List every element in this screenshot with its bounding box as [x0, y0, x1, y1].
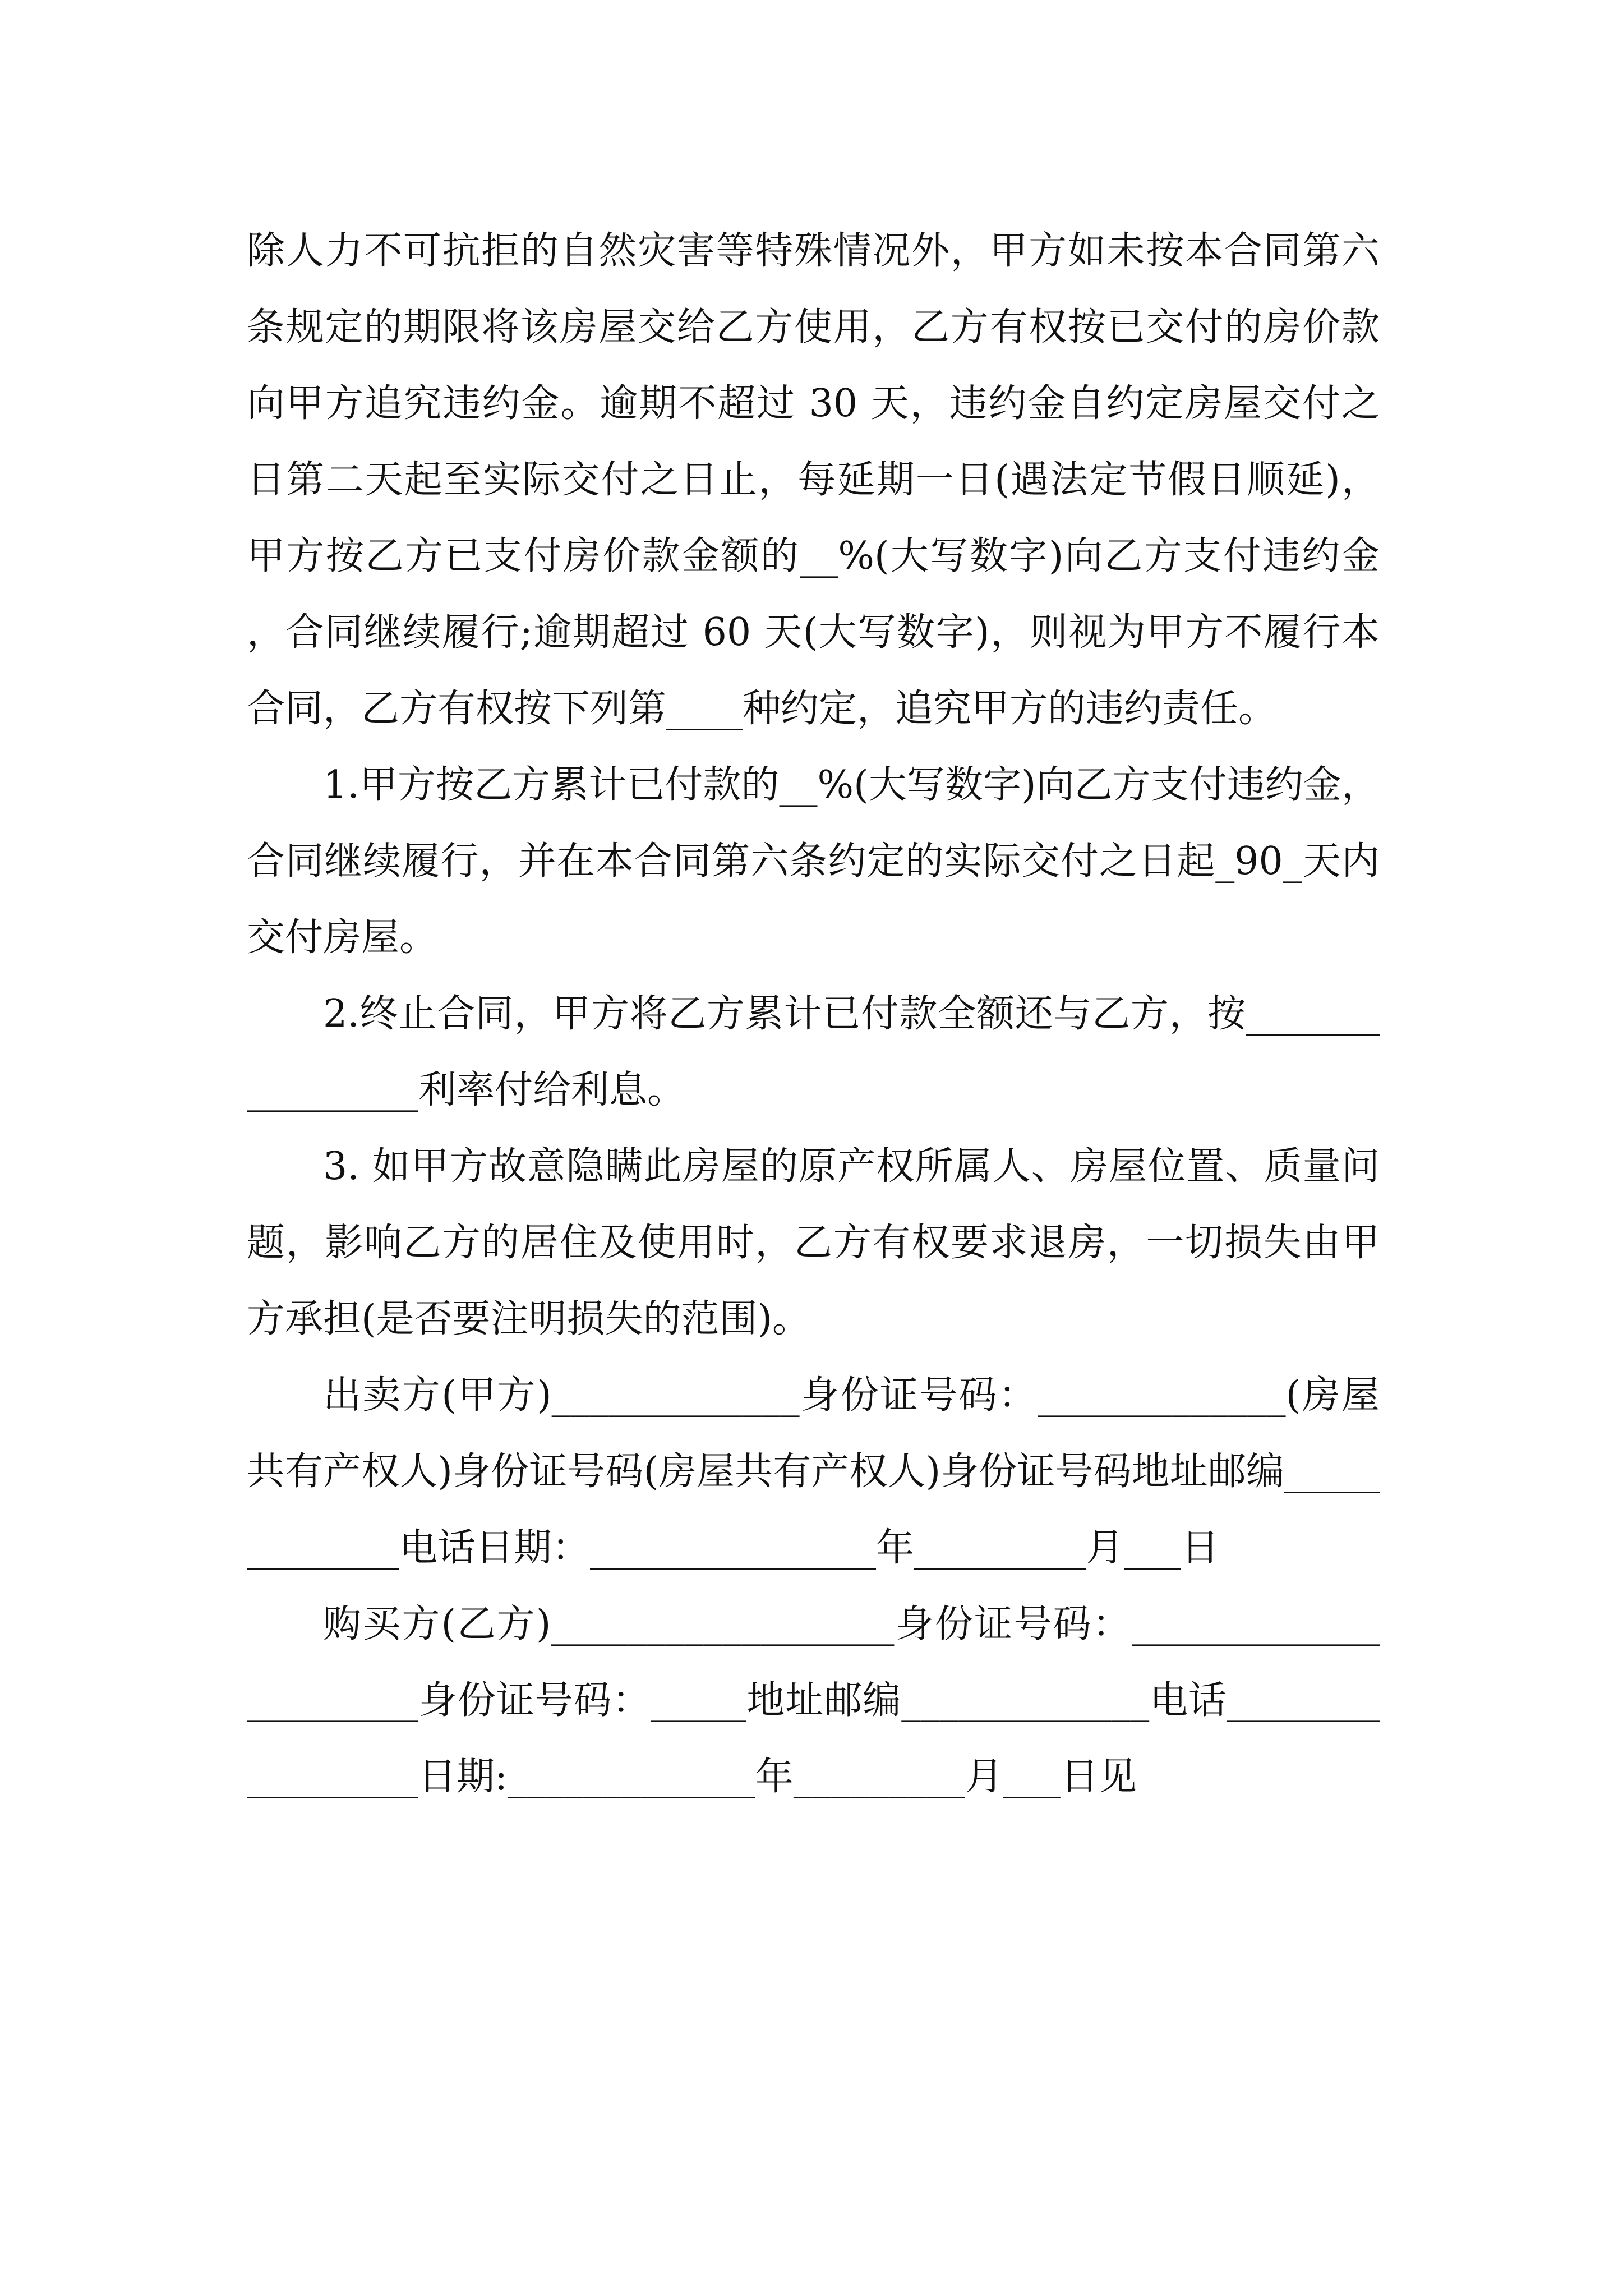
paragraph-option-1: 1.甲方按乙方累计已付款的__%(大写数字)向乙方支付违约金，合同继续履行，并在本合同第六条约定的实际交付之日起_90_天内交付房屋。 [247, 763, 1380, 960]
paragraph-buyer-block: 购买方(乙方)__________________身份证号码：______________________身份证号码：_____地址邮编_____________电话_________________日期:_____________年_________月___日见 [247, 1602, 1380, 1799]
paragraph-option-3: 3. 如甲方故意隐瞒此房屋的原产权所属人、房屋位置、质量问题，影响乙方的居住及使用时，乙方有权要求退房，一切损失由甲方承担(是否要注明损失的范围)。 [247, 1144, 1380, 1341]
paragraph-breach-clause: 除人力不可抗拒的自然灾害等特殊情况外，甲方如未按本合同第六条规定的期限将该房屋交给乙方使用，乙方有权按已交付的房价款向甲方追究违约金。逾期不超过 30 天，违约金自约定房屋交付之日第二天起至实际交付之日止，每延期一日(遇法定节假日顺延)，甲方按乙方已支付房价款金额的__%(大写数字)向乙方支付违约金，合同继续履行;逾期超过 60 天(大写数字)，则视为甲方不履行本合同，乙方有权按下列第____种约定，追究甲方的违约责任。 [247, 229, 1380, 731]
document-page [247, 213, 1380, 1815]
paragraph-seller-block: 出卖方(甲方)_____________身份证号码：_____________(房屋共有产权人)身份证号码(房屋共有产权人)身份证号码地址邮编_____________电话日期：_______________年_________月___日 [247, 1373, 1380, 1570]
paragraph-option-2: 2.终止合同，甲方将乙方累计已付款全额还与乙方，按________________利率付给利息。 [247, 992, 1380, 1112]
